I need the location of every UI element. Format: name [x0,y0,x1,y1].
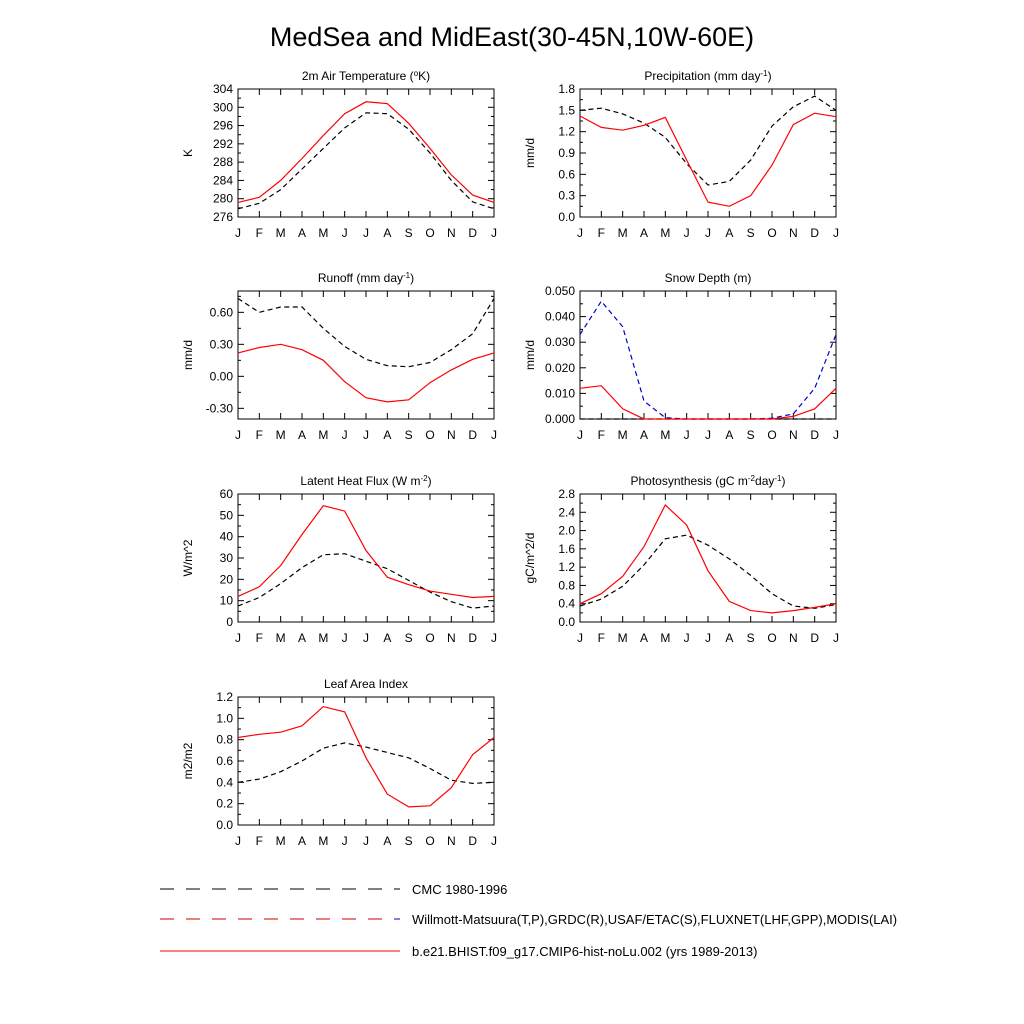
y-tick-label: 0.4 [216,775,233,790]
x-tick-label: M [660,226,671,240]
y-tick-label: 0.050 [544,284,575,298]
y-tick-label: 0.000 [544,412,575,426]
legend-item [160,912,897,927]
x-tick-label: M [275,226,286,240]
x-tick-label: J [363,631,369,645]
series-line-model [238,707,494,807]
legend-item [160,944,757,959]
chart-title: Snow Depth (m) [664,271,752,285]
chart-title: Runoff (mm day$^{-1}$) [317,270,415,285]
x-tick-label: A [639,631,649,645]
series-line-obs [238,299,494,367]
x-tick-label: N [446,428,456,442]
x-tick-label: J [833,428,839,442]
chart-gpp [523,474,839,646]
y-tick-label: 0.8 [216,732,233,747]
y-tick-label: 0.00 [209,369,233,384]
y-tick-label: 0.8 [558,578,575,593]
x-tick-label: A [383,428,392,442]
x-tick-label: D [468,834,478,848]
x-tick-label: J [683,428,690,442]
series-line-model [238,506,494,598]
y-tick-label: 0.0 [216,818,233,832]
x-tick-label: A [725,226,734,240]
series-line-obs [238,113,494,209]
series-line-model [238,102,494,203]
y-tick-label: 0.0 [558,210,575,224]
x-tick-label: M [318,428,329,442]
x-tick-label: D [810,226,820,240]
x-tick-label: J [833,226,839,240]
x-tick-label: A [297,834,307,848]
x-tick-label: D [810,631,820,645]
chart-runoff [181,271,497,443]
y-axis-label: gC/m^2/d [523,532,537,584]
x-tick-label: O [767,631,777,645]
x-tick-label: N [446,631,456,645]
plot-frame [580,494,836,622]
legend-label: Willmott-Matsuura(T,P),GRDC(R),USAF/ETAC(S),FLUXNET(LHF,GPP),MODIS(LAI) [412,912,898,927]
y-axis-label: W/m^2 [181,539,195,577]
x-tick-label: D [468,428,478,442]
y-tick-label: 60 [219,487,233,501]
x-tick-label: J [705,428,711,442]
x-tick-label: A [297,428,307,442]
y-tick-label: 1.2 [558,560,575,575]
x-tick-label: S [404,428,413,442]
x-tick-label: J [235,834,241,848]
x-tick-label: M [660,631,671,645]
x-tick-label: D [468,631,478,645]
legend-item [160,882,507,897]
x-tick-label: D [810,428,820,442]
y-tick-label: 50 [219,508,233,523]
x-tick-label: M [275,631,286,645]
y-tick-label: 0.6 [558,167,575,182]
plot-frame [238,291,494,419]
y-tick-label: 1.6 [558,541,575,556]
x-tick-label: A [639,226,649,240]
x-tick-label: A [297,631,307,645]
plot-frame [580,291,836,419]
chart-temp [181,69,497,241]
y-tick-label: 30 [219,551,233,565]
x-tick-label: J [363,834,369,848]
y-tick-label: 0.040 [544,309,575,324]
legend [160,882,897,959]
x-tick-label: A [383,834,392,848]
chart-lai [181,677,497,848]
x-tick-label: N [446,226,456,240]
y-tick-label: 0.4 [558,596,575,611]
x-tick-label: M [318,631,329,645]
x-tick-label: A [725,631,734,645]
x-tick-label: A [725,428,734,442]
y-tick-label: 304 [212,82,233,96]
y-axis-label: mm/d [523,138,537,168]
x-tick-label: J [683,226,690,240]
y-tick-label: 296 [212,118,233,133]
chart-lhf [181,474,497,646]
series-line-obs [238,554,494,608]
y-axis-label: m2/m2 [181,742,195,780]
x-tick-label: S [404,834,413,848]
x-tick-label: A [639,428,649,442]
x-tick-label: M [617,226,628,240]
x-tick-label: S [746,631,755,645]
x-tick-label: O [425,428,435,442]
x-tick-label: J [683,631,690,645]
x-tick-label: S [404,226,413,240]
x-tick-label: D [468,226,478,240]
chart-title: Precipitation (mm day$^{-1}$) [644,68,772,83]
x-tick-label: F [255,834,264,848]
x-tick-label: O [767,226,777,240]
x-tick-label: O [425,834,435,848]
x-tick-label: J [705,631,711,645]
series-line-obs [580,96,836,185]
x-tick-label: O [425,226,435,240]
y-tick-label: 300 [212,100,233,115]
y-tick-label: 0.020 [544,360,575,375]
y-axis-label: mm/d [181,340,195,370]
chart-title: Photosynthesis (gC $m^{-2}day^{-1}$) [630,473,786,488]
chart-panels [181,69,839,849]
y-tick-label: 40 [219,529,233,544]
series-line-model [238,344,494,402]
x-tick-label: N [788,428,798,442]
x-tick-label: S [746,226,755,240]
y-tick-label: 1.2 [558,124,575,139]
x-tick-label: F [597,428,606,442]
y-tick-label: 288 [212,155,233,170]
y-tick-label: 0.0 [558,615,575,629]
plot-frame [238,89,494,217]
x-tick-label: O [767,428,777,442]
y-tick-label: 0.010 [544,386,575,401]
x-tick-label: J [491,226,497,240]
x-tick-label: M [617,428,628,442]
y-tick-label: 284 [212,173,233,188]
legend-label: b.e21.BHIST.f09_g17.CMIP6-hist-noLu.002 (yrs 1989-2013) [412,944,758,959]
x-tick-label: J [341,226,348,240]
chart-title: Leaf Area Index [323,677,409,691]
x-tick-label: J [363,226,369,240]
x-tick-label: F [597,631,606,645]
chart-title: Latent Heat Flux (W $m^{-2}$) [300,473,432,488]
y-tick-label: 0.30 [209,337,233,352]
x-tick-label: M [318,226,329,240]
series-line-obs [238,743,494,784]
x-tick-label: J [235,631,241,645]
x-tick-label: O [425,631,435,645]
plot-frame [238,494,494,622]
x-tick-label: J [235,226,241,240]
x-tick-label: A [297,226,307,240]
x-tick-label: J [833,631,839,645]
y-tick-label: 2.8 [558,487,575,501]
plot-frame [580,89,836,217]
x-tick-label: J [577,428,583,442]
x-tick-label: M [318,834,329,848]
y-tick-label: 1.0 [216,711,233,726]
series-line-obs [580,301,836,419]
x-tick-label: J [235,428,241,442]
y-tick-label: 0.9 [558,146,575,160]
x-tick-label: F [255,428,264,442]
x-tick-label: F [597,226,606,240]
y-tick-label: 2.4 [558,505,575,520]
y-tick-label: 0.2 [216,796,233,811]
x-tick-label: N [788,631,798,645]
y-tick-label: 0.030 [544,335,575,350]
x-tick-label: A [383,226,392,240]
x-tick-label: J [577,226,583,240]
y-tick-label: -0.30 [205,401,233,416]
x-tick-label: A [383,631,392,645]
y-tick-label: 0 [226,615,233,629]
x-tick-label: J [705,226,711,240]
x-tick-label: J [491,631,497,645]
y-tick-label: 276 [212,210,233,224]
x-tick-label: J [341,834,348,848]
x-tick-label: S [404,631,413,645]
x-tick-label: N [788,226,798,240]
y-tick-label: 1.5 [558,103,575,118]
x-tick-label: J [491,428,497,442]
y-tick-label: 280 [212,191,233,206]
x-tick-label: M [660,428,671,442]
x-tick-label: J [341,428,348,442]
x-tick-label: J [363,428,369,442]
series-line-model [580,505,836,613]
y-tick-label: 1.2 [216,690,233,704]
y-tick-label: 0.6 [216,754,233,768]
y-tick-label: 1.8 [558,82,575,96]
series-line-model [580,113,836,206]
y-axis-label: mm/d [523,340,537,370]
x-tick-label: J [491,834,497,848]
x-tick-label: J [341,631,348,645]
y-tick-label: 292 [212,136,233,151]
y-tick-label: 0.3 [558,188,575,203]
y-tick-label: 10 [219,593,233,608]
x-tick-label: F [255,631,264,645]
chart-title: 2m Air Temperature ($^o$K) [301,68,431,83]
x-tick-label: M [275,428,286,442]
x-tick-label: N [446,834,456,848]
x-tick-label: J [577,631,583,645]
chart-precip [523,69,839,241]
y-tick-label: 20 [219,572,233,587]
y-tick-label: 2.0 [558,523,575,538]
chart-snow [523,271,839,442]
x-tick-label: M [275,834,286,848]
figure-title: MedSea and MidEast(30-45N,10W-60E) [269,22,755,52]
plot-frame [238,697,494,825]
x-tick-label: F [255,226,264,240]
x-tick-label: M [617,631,628,645]
legend-label: CMC 1980-1996 [412,882,508,897]
x-tick-label: S [746,428,755,442]
y-axis-label: K [181,148,195,158]
y-tick-label: 0.60 [209,305,233,320]
